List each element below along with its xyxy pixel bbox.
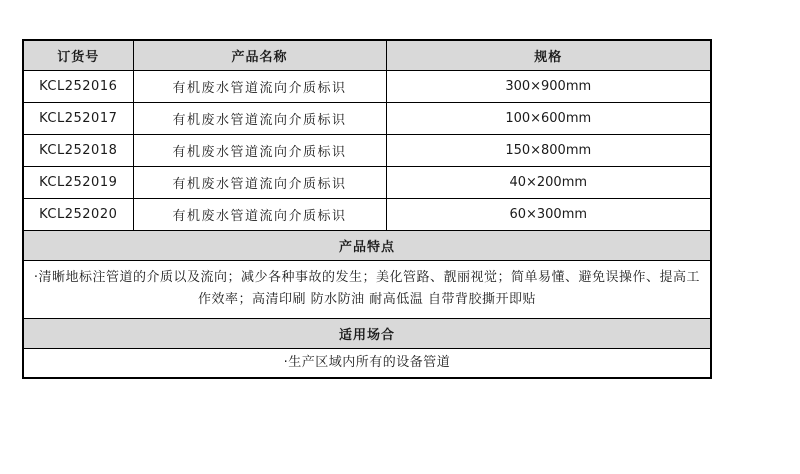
order-no-cell: KCL252019 <box>23 166 133 198</box>
product-name-cell: 有机废水管道流向介质标识 <box>133 166 386 198</box>
features-section-title: 产品特点 <box>23 230 711 260</box>
order-no-cell: KCL252017 <box>23 102 133 134</box>
product-name-cell: 有机废水管道流向介质标识 <box>133 102 386 134</box>
column-header-spec: 规格 <box>386 40 711 70</box>
spec-cell: 40×200mm <box>386 166 711 198</box>
occasions-section-title: 适用场合 <box>23 318 711 348</box>
spec-cell: 300×900mm <box>386 70 711 102</box>
order-no-cell: KCL252018 <box>23 134 133 166</box>
features-section-header-row <box>23 230 711 260</box>
order-no-cell: KCL252016 <box>23 70 133 102</box>
column-header-product-name: 产品名称 <box>133 40 386 70</box>
product-name-cell: 有机废水管道流向介质标识 <box>133 198 386 230</box>
order-no-cell: KCL252020 <box>23 198 133 230</box>
table-row <box>23 166 711 198</box>
table-row <box>23 134 711 166</box>
table-row <box>23 102 711 134</box>
product-spec-table-container <box>22 39 710 379</box>
spec-cell: 150×800mm <box>386 134 711 166</box>
table-header-row <box>23 40 711 70</box>
spec-cell: 100×600mm <box>386 102 711 134</box>
table-row <box>23 70 711 102</box>
product-name-cell: 有机废水管道流向介质标识 <box>133 134 386 166</box>
table-row <box>23 198 711 230</box>
column-header-order-no: 订货号 <box>23 40 133 70</box>
occasions-section-body-row <box>23 348 711 378</box>
features-section-body-row <box>23 260 711 318</box>
features-text: ·清晰地标注管道的介质以及流向；减少各种事故的发生；美化管路、靓丽视觉；简单易懂、避免误操作、提高工作效率；高清印刷 防水防油 耐高低温 自带背胶撕开即贴 <box>23 260 711 318</box>
product-name-cell: 有机废水管道流向介质标识 <box>133 70 386 102</box>
occasions-text: ·生产区域内所有的设备管道 <box>23 348 711 378</box>
spec-cell: 60×300mm <box>386 198 711 230</box>
occasions-section-header-row <box>23 318 711 348</box>
product-spec-table <box>22 39 712 379</box>
